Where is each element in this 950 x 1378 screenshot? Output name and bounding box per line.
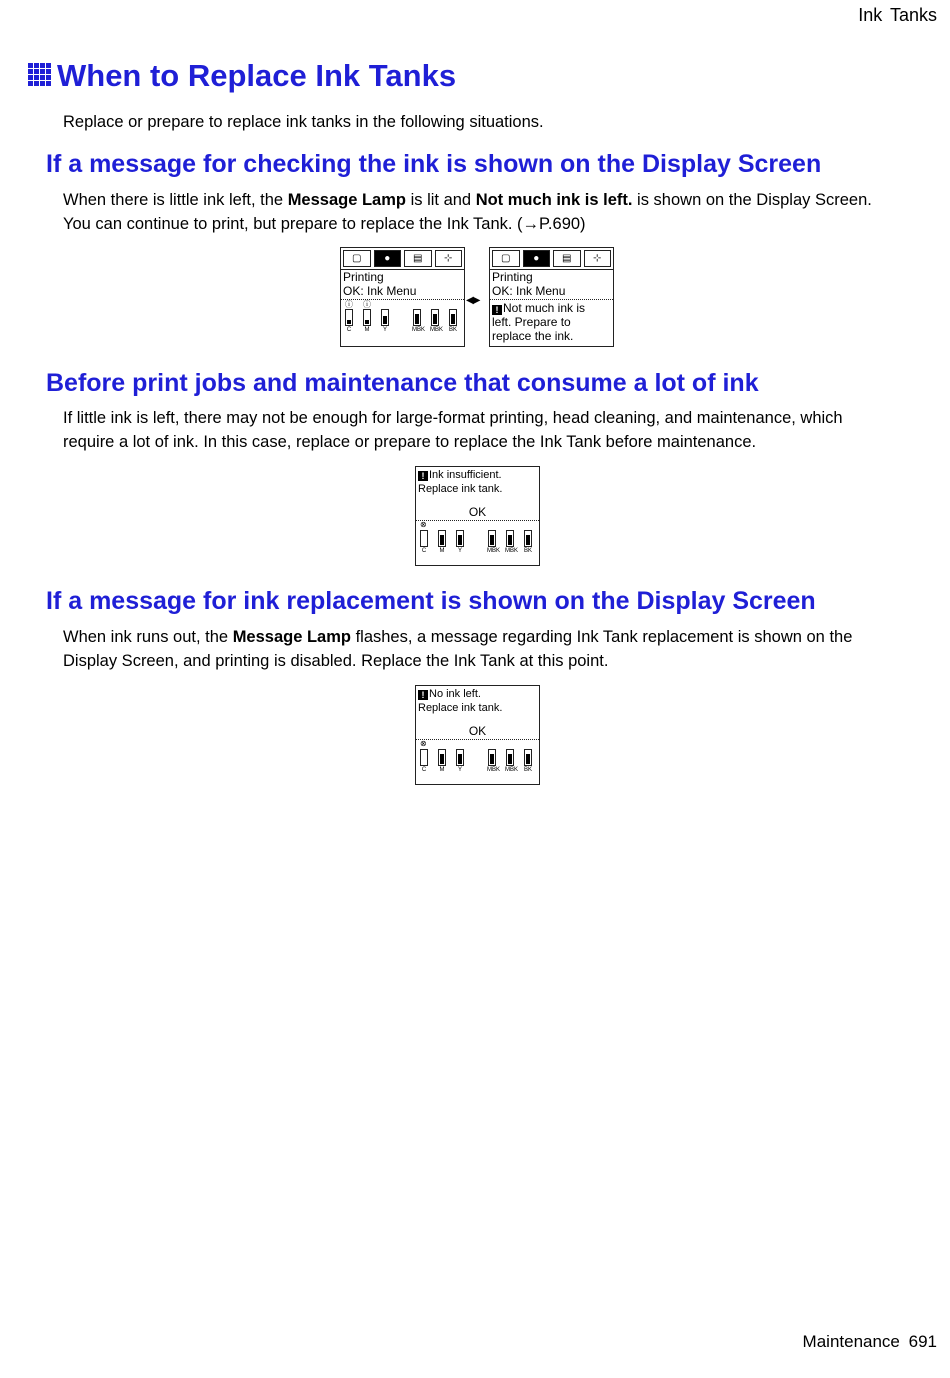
status-line: Printing [492, 270, 533, 284]
ok-label: OK [468, 505, 487, 519]
message-lamp-term: Message Lamp [232, 628, 351, 646]
ink-color-label: Y [457, 548, 462, 554]
display-screen-not-much-ink [489, 247, 614, 347]
maintenance-tab-icon: ⊹ [435, 250, 463, 267]
intro-paragraph: Replace or prepare to replace ink tanks in the following situations. [63, 113, 544, 131]
display-screen-ink-insufficient [415, 466, 540, 566]
ink-color-label: Y [382, 327, 387, 333]
ink-color-label: M [439, 548, 445, 554]
ink-tank-gauge [345, 309, 353, 326]
ink-tank-gauge [506, 530, 514, 547]
ink-tank-gauges [416, 522, 539, 552]
ink-color-label: MBK [412, 327, 426, 333]
ink-tank-gauges [416, 741, 539, 771]
warning-message-line: left. Prepare to [492, 315, 571, 329]
ink-tank-gauge [413, 309, 421, 326]
ink-tank-gauge [420, 530, 428, 547]
ink-warning-icon: ⊗ [420, 520, 427, 529]
warning-message-line: Replace ink tank. [418, 483, 503, 495]
ink-tank-gauge [506, 749, 514, 766]
ink-color-label: C [421, 767, 427, 773]
screen-tabs [490, 248, 613, 270]
section-heading-before-print: Before print jobs and maintenance that consume a lot of ink [46, 369, 759, 397]
ink-warning-icon: ⓘ [345, 300, 353, 309]
page-title: When to Replace Ink Tanks [57, 58, 457, 93]
status-line: Printing [343, 270, 384, 284]
message-lamp-term: Message Lamp [287, 191, 406, 209]
grid-icon [28, 63, 51, 86]
menu-hint: OK: Ink Menu [492, 284, 566, 298]
ink-color-label: BK [523, 767, 532, 773]
ink-color-label: MBK [487, 767, 501, 773]
ok-label: OK [468, 724, 487, 738]
page-number: 691 [908, 1332, 937, 1351]
ink-tank-gauge [438, 530, 446, 547]
section-heading-replacement: If a message for ink replacement is shown on the Display Screen [46, 587, 816, 615]
ink-color-label: MBK [487, 548, 501, 554]
ink-tank-gauges [341, 301, 464, 331]
ink-tank-gauge [363, 309, 371, 326]
ink-tank-gauge [456, 530, 464, 547]
title-row [28, 58, 456, 94]
ink-color-label: BK [523, 548, 532, 554]
warning-icon: ! [492, 305, 502, 315]
not-much-ink-term: Not much ink is left. [475, 191, 633, 209]
ink-color-label: MBK [505, 767, 519, 773]
ink-drop-tab-icon: ● [523, 250, 551, 267]
ink-warning-icon: ⊗ [420, 739, 427, 748]
section-heading-check-ink: If a message for checking the ink is shown on the Display Screen [46, 150, 822, 178]
section-paragraph-before-print: If little ink is left, there may not be enough for large-format printing, head cleaning, and maintenance, which require a lot of ink. In this case, replace or prepare to replace the Ink Tank before maintenance. [63, 409, 843, 451]
page-footer [803, 1332, 937, 1352]
ink-color-label: C [346, 327, 352, 333]
ink-tank-gauge [456, 749, 464, 766]
ink-tank-gauge [488, 749, 496, 766]
ink-tank-gauge [420, 749, 428, 766]
warning-icon: ! [418, 690, 428, 700]
warning-message-line: ! Ink insufficient. [416, 468, 539, 482]
ink-color-label: BK [448, 327, 457, 333]
ink-color-label: C [421, 548, 427, 554]
section-paragraph-check-ink: When there is little ink left, the Message Lamp is lit and Not much ink is left. is shown on the Display Screen. You can continue to print, but prepare to replace the Ink Tank. (→P.690) [63, 191, 872, 233]
warning-message-line: ! Not much ink is [490, 301, 613, 315]
maintenance-tab-icon: ⊹ [584, 250, 612, 267]
ink-tank-gauge [438, 749, 446, 766]
settings-tab-icon: ▤ [404, 250, 432, 267]
screen-tabs [341, 248, 464, 270]
settings-tab-icon: ▤ [553, 250, 581, 267]
warning-message-line: ! No ink left. [416, 687, 539, 701]
warning-message-line: Replace ink tank. [418, 702, 503, 714]
ink-color-label: MBK [430, 327, 444, 333]
menu-hint: OK: Ink Menu [343, 284, 417, 298]
paper-tab-icon: ▢ [343, 250, 371, 267]
ink-color-label: M [364, 327, 370, 333]
ink-color-label: Y [457, 767, 462, 773]
ink-tank-gauge [488, 530, 496, 547]
ink-tank-gauge [524, 749, 532, 766]
ink-tank-gauge [449, 309, 457, 326]
ink-tank-gauge [431, 309, 439, 326]
warning-icon: ! [418, 471, 428, 481]
section-paragraph-replacement: When ink runs out, the Message Lamp flashes, a message regarding Ink Tank replacement is shown on the Display Screen, and printing is disabled. Replace the Ink Tank at this point. [63, 628, 853, 670]
running-header: Ink Tanks [858, 5, 937, 25]
ink-drop-tab-icon: ● [374, 250, 402, 267]
ink-tank-gauge [524, 530, 532, 547]
chapter-name: Maintenance [802, 1332, 900, 1351]
display-screen-printing [340, 247, 465, 347]
left-right-arrow-icon: ◀▶ [466, 295, 480, 306]
display-screen-no-ink [415, 685, 540, 785]
paper-tab-icon: ▢ [492, 250, 520, 267]
warning-message-line: replace the ink. [492, 329, 574, 343]
ink-color-label: M [439, 767, 445, 773]
ink-color-label: MBK [505, 548, 519, 554]
ink-warning-icon: ⓘ [363, 300, 371, 309]
ink-tank-gauge [381, 309, 389, 326]
